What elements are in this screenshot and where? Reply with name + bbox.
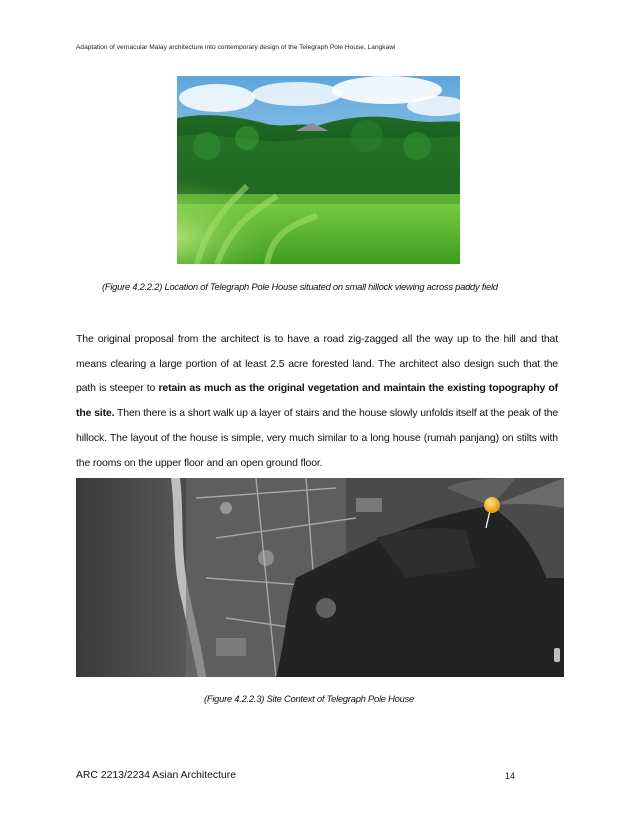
figure-caption-2: (Figure 4.2.2.3) Site Context of Telegraph Pole House	[204, 693, 414, 704]
page-header: Adaptation of vernacular Malay architecture into contemporary design of the Telegraph Pole House, Langkawi	[76, 44, 396, 51]
footer-course: ARC 2213/2234 Asian Architecture	[76, 770, 236, 781]
body-paragraph	[76, 327, 558, 475]
body-text-part2: Then there is a short walk up a layer of stairs and the house slowly unfolds itself at the peak of the hillock. The layout of the house is simple, very much similar to a long house (rumah panjang) on stilts with the rooms on the upper floor and an open ground floor.	[76, 407, 559, 469]
site-context-aerial-photo	[76, 478, 564, 677]
location-marker-icon	[484, 497, 500, 513]
body-text-bold: retain as much as the original vegetation and maintain the existing topography of the site.	[76, 382, 558, 420]
figure-caption-1: (Figure 4.2.2.2) Location of Telegraph Pole House situated on small hillock viewing across paddy field	[102, 281, 498, 292]
body-text-part1: The original proposal from the architect is to have a road zig-zagged all the way up to the hill and that means clearing a large portion of at least 2.5 acre forested land. The architect also design such that the path is steeper to	[76, 333, 558, 395]
footer-page-number: 14	[505, 771, 516, 781]
hillock-paddy-photo	[177, 76, 460, 264]
